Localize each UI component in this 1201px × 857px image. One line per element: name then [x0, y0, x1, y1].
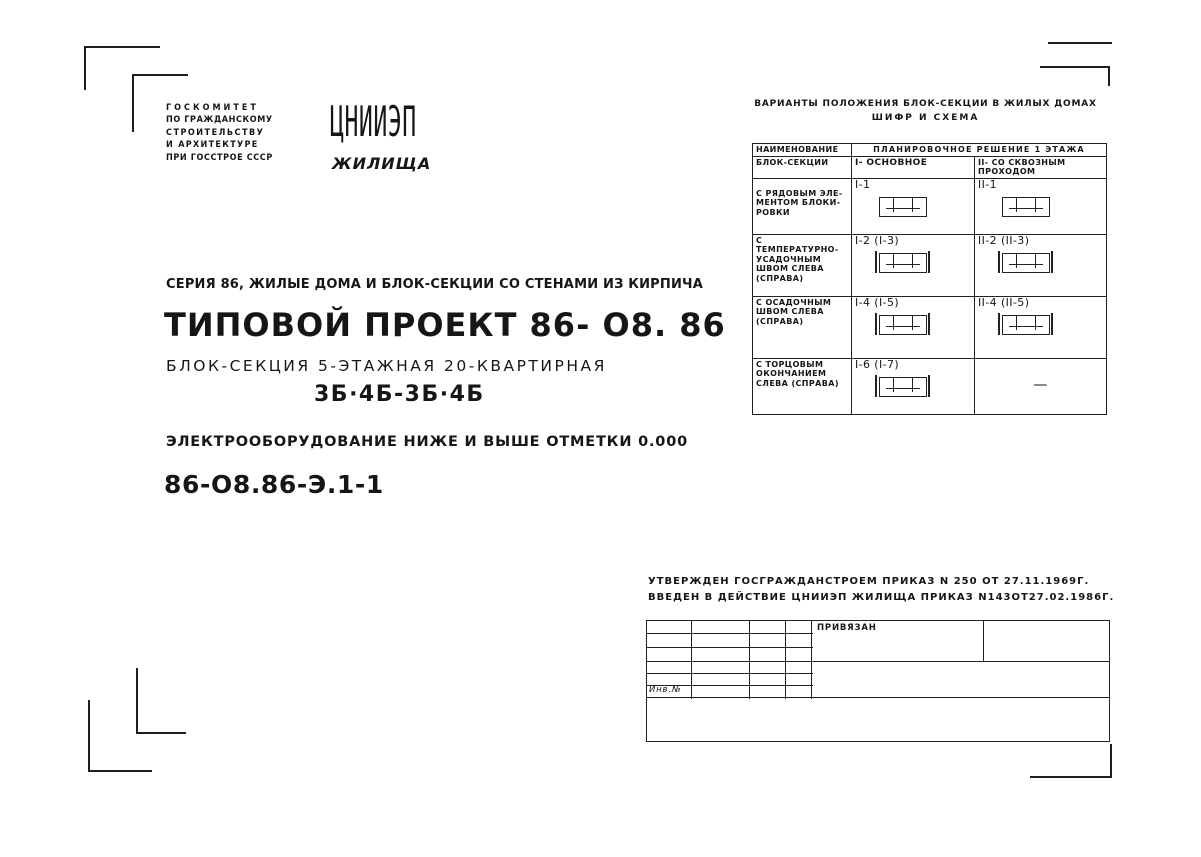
approval-line: УТВЕРЖДЕН ГОСГРАЖДАНСТРОЕМ ПРИКАЗ N 250 ОТ 27.11.1969Г.: [648, 576, 1090, 587]
row-name-cell: [753, 178, 852, 234]
corner-mark-top-left-inner: [132, 74, 134, 132]
plan-scheme: [855, 189, 971, 221]
row-c2-cell: [975, 234, 1107, 296]
approval-block: [648, 574, 1114, 606]
row-c2: —: [1033, 376, 1048, 393]
row-name: С РЯДОВЫМ ЭЛЕ-МЕНТОМ БЛОКИ-РОВКИ: [756, 188, 843, 217]
stamp-table: [646, 620, 1110, 742]
row-name: С ТЕМПЕРАТУРНО-УСАДОЧНЫМ ШВОМ СЛЕВА (СПРАВА): [756, 235, 839, 283]
block-code: 3Б·4Б-3Б·4Б: [314, 382, 485, 407]
header-name2: БЛОК-СЕКЦИИ: [756, 157, 829, 167]
corner-mark-top-left: [84, 46, 86, 90]
plan-scheme: [855, 245, 971, 277]
variants-title-line: ШИФР И СХЕМА: [871, 113, 980, 123]
org-line: И АРХИТЕКТУРЕ: [166, 140, 259, 151]
institute-logo: ЦНИИЭП: [330, 97, 417, 146]
row-c2: II-2 (II-3): [978, 233, 1030, 247]
org-line: СТРОИТЕЛЬСТВУ: [166, 127, 265, 138]
row-c2: II-1: [978, 177, 998, 191]
corner-mark-bottom-left-inner: [136, 668, 138, 734]
row-name-cell: [753, 234, 852, 296]
org-line: ПРИ ГОССТРОЕ СССР: [166, 152, 273, 163]
row-c1: I-2 (I-3): [855, 233, 900, 247]
corner-mark-bottom-right: [1030, 776, 1112, 778]
variants-title: [748, 97, 1103, 125]
stamp-grid-line: [647, 697, 1109, 698]
stamp-grid-line: [647, 633, 813, 634]
corner-mark-top-right: [1048, 42, 1112, 44]
stamp-grid-line: [647, 673, 813, 674]
row-c1: I-4 (I-5): [855, 295, 900, 309]
header-name-cell: [753, 144, 852, 157]
variants-table: [752, 143, 1107, 415]
org-line: ПО ГРАЖДАНСКОМУ: [166, 115, 273, 126]
institute-logo-sub: ЖИЛИЩА: [332, 154, 432, 173]
header-name2-cell: [753, 156, 852, 178]
col1-header: [852, 156, 975, 178]
table-row: [753, 178, 1107, 234]
corner-mark-bottom-left-inner: [136, 732, 186, 734]
approval-line: ВВЕДЕН В ДЕЙСТВИЕ ЦНИИЭП ЖИЛИЩА ПРИКАЗ N143ОТ27.02.1986Г.: [648, 592, 1115, 603]
table-subheader-row: [753, 156, 1107, 178]
col2-label: II- СО СКВОЗНЫМ ПРОХОДОМ: [978, 157, 1066, 176]
table-row: [753, 358, 1107, 414]
corner-mark-bottom-left: [88, 700, 90, 772]
header-name: НАИМЕНОВАНИЕ: [756, 145, 839, 154]
table-row: [753, 234, 1107, 296]
corner-mark-top-left: [84, 46, 160, 48]
series-title: СЕРИЯ 86, ЖИЛЫЕ ДОМА И БЛОК-СЕКЦИИ СО СТЕНАМИ ИЗ КИРПИЧА: [166, 277, 704, 292]
plan-scheme: [978, 189, 1103, 221]
row-c1-cell: [852, 296, 975, 358]
row-c2-cell: [975, 296, 1107, 358]
variants-title-line: ВАРИАНТЫ ПОЛОЖЕНИЯ БЛОК-СЕКЦИИ В ЖИЛЫХ ДОМАХ: [754, 99, 1097, 109]
electrical-title: ЭЛЕКТРООБОРУДОВАНИЕ НИЖЕ И ВЫШЕ ОТМЕТКИ 0.000: [166, 434, 688, 450]
stamp-linked-label: ПРИВЯЗАН: [817, 623, 877, 633]
plan-scheme: [978, 245, 1103, 277]
row-c1-cell: [852, 234, 975, 296]
plan-scheme: [855, 369, 971, 401]
header-plan-cell: [852, 144, 1107, 157]
corner-mark-top-right-inner: [1108, 66, 1110, 86]
plan-scheme: [855, 307, 971, 339]
project-title: ТИПОВОЙ ПРОЕКТ 86- О8. 86: [164, 306, 726, 344]
row-name-cell: [753, 358, 852, 414]
col1-label: I- ОСНОВНОЕ: [855, 157, 928, 168]
row-name: С ОСАДОЧНЫМ ШВОМ СЛЕВА (СПРАВА): [756, 297, 832, 326]
table-row: [753, 296, 1107, 358]
stamp-grid-line: [647, 647, 813, 648]
plan-scheme: [978, 307, 1103, 339]
row-c1: I-6 (I-7): [855, 357, 900, 371]
stamp-grid-line: [983, 621, 984, 661]
org-line: ГОСКОМИТЕТ: [166, 103, 259, 113]
corner-mark-top-right-inner: [1040, 66, 1110, 68]
row-c1-cell: [852, 358, 975, 414]
row-name-cell: [753, 296, 852, 358]
row-name: С ТОРЦОВЫМ ОКОНЧАНИЕМ СЛЕВА (СПРАВА): [756, 359, 839, 388]
organization-block: [166, 102, 273, 164]
header-plan: ПЛАНИРОВОЧНОЕ РЕШЕНИЕ 1 ЭТАЖА: [873, 145, 1085, 154]
row-c2-cell: [975, 178, 1107, 234]
col2-header: [975, 156, 1107, 178]
stamp-inv-label: Инв.№: [649, 685, 682, 695]
row-c2-cell: [975, 358, 1107, 414]
stamp-grid-line: [647, 661, 1109, 662]
corner-mark-bottom-left: [88, 770, 152, 772]
row-c2: II-4 (II-5): [978, 295, 1030, 309]
table-header-row: [753, 144, 1107, 157]
block-section-title: БЛОК-СЕКЦИЯ 5-ЭТАЖНАЯ 20-КВАРТИРНАЯ: [166, 357, 607, 375]
corner-mark-bottom-right: [1110, 744, 1112, 778]
row-c1: I-1: [855, 177, 871, 191]
row-c1-cell: [852, 178, 975, 234]
document-number: 86-О8.86-Э.1-1: [164, 470, 384, 499]
corner-mark-top-left-inner: [132, 74, 188, 76]
